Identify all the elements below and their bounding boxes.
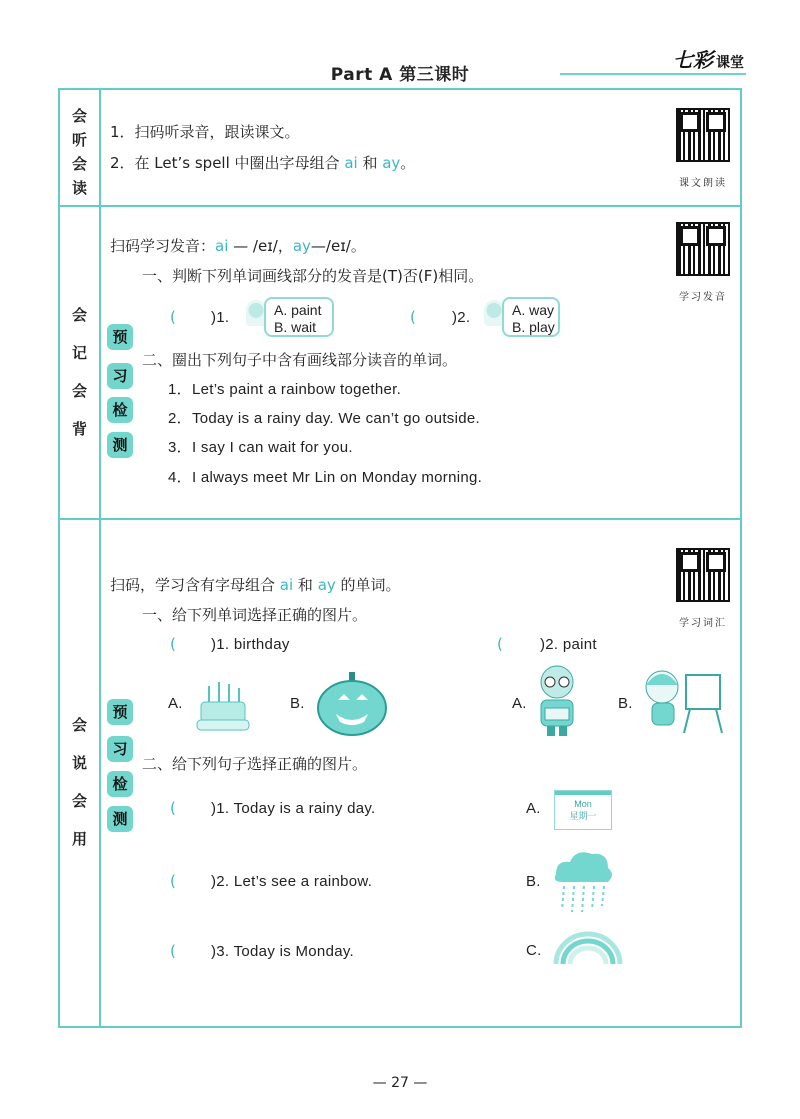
pronunciation-intro: 扫码学习发音：ai — /eɪ/，ay—/eɪ/。	[110, 237, 366, 255]
choice-2b: B. play	[512, 319, 555, 335]
answer-paren-1: (	[170, 308, 176, 326]
choice-1b: B. wait	[274, 319, 317, 335]
sentence-2: 2．Today is a rainy day. We can’t go outside.	[168, 410, 480, 427]
option-a-label: A.	[512, 695, 527, 712]
rainbow-image	[552, 930, 624, 966]
qr-label-text-reading: 课文朗读	[679, 178, 727, 189]
picture-sentence-1: )1. Today is a rainy day.	[211, 800, 376, 817]
brand-logo	[673, 44, 744, 73]
answer-paren-w1: (	[170, 635, 176, 653]
option-b-label: B.	[290, 695, 305, 712]
sentence-4: 4．I always meet Mr Lin on Monday morning.	[168, 469, 483, 486]
qr-code-icon[interactable]	[676, 108, 730, 162]
sentence-1: 1．Let’s paint a rainbow together.	[168, 381, 402, 398]
pumpkin-image	[316, 670, 388, 736]
side-label-listen-read: 会 听 会 读	[71, 107, 87, 197]
badge-practice: 习	[107, 736, 133, 762]
choice-1a: A. paint	[274, 302, 322, 318]
picture-option-c: C.	[526, 942, 542, 959]
picture-sentence-2: )2. Let’s see a rainbow.	[211, 873, 373, 890]
part2-title: 二、给下列句子选择正确的图片。	[142, 755, 368, 773]
girl-painting-image	[640, 665, 730, 735]
picture-sentence-3: )3. Today is Monday.	[211, 943, 355, 960]
instruction-line-2: 2．在 Let’s spell 中圈出字母组合 ai 和 ay。	[110, 154, 416, 172]
badge-preview: 预	[107, 699, 133, 725]
section-divider-2	[60, 518, 740, 520]
grandpa-reading-image	[535, 662, 579, 738]
answer-paren-w2: (	[497, 635, 503, 653]
sentence-3: 3．I say I can wait for you.	[168, 439, 353, 456]
option-a-label: A.	[168, 695, 183, 712]
calendar-image	[554, 790, 612, 830]
question-number-2: )2.	[452, 309, 471, 326]
leaf-icon	[484, 300, 504, 326]
badge-check: 检	[107, 771, 133, 797]
cake-image	[193, 672, 253, 734]
brand-underline	[560, 73, 746, 75]
qr-label-pronunciation: 学习发音	[679, 292, 727, 303]
badge-practice: 习	[107, 363, 133, 389]
part1-title: 一、给下列单词选择正确的图片。	[142, 606, 368, 624]
qr-code-icon[interactable]	[676, 548, 730, 602]
choice-2a: A. way	[512, 302, 555, 318]
page-title: Part A 第三课时	[330, 65, 470, 85]
brand-name: 七彩	[673, 48, 713, 72]
qr-code-icon[interactable]	[676, 222, 730, 276]
word-2: )2. paint	[540, 636, 597, 653]
picture-option-a: A.	[526, 800, 541, 817]
leaf-icon	[246, 300, 266, 326]
worksheet-frame	[58, 88, 742, 1028]
question-number-1: )1.	[211, 309, 230, 326]
answer-paren-p1: (	[170, 799, 176, 817]
rain-cloud-image	[548, 846, 616, 914]
choice-box-2	[502, 297, 560, 337]
choice-box-1	[264, 297, 334, 337]
side-label-remember: 会 记 会 背	[71, 306, 87, 438]
badge-check: 检	[107, 397, 133, 423]
answer-paren-p2: (	[170, 872, 176, 890]
answer-paren-p3: (	[170, 942, 176, 960]
badge-test: 测	[107, 806, 133, 832]
page-number: — 27 —	[372, 1075, 428, 1091]
part2-title: 二、圈出下列句子中含有画线部分读音的单词。	[142, 351, 458, 369]
vocab-intro: 扫码，学习含有字母组合 ai 和 ay 的单词。	[110, 576, 401, 594]
calendar-day-cn: 星期一	[569, 812, 597, 822]
side-label-speak-use: 会 说 会 用	[71, 716, 87, 848]
instruction-line-1: 1．扫码听录音，跟读课文。	[110, 123, 300, 141]
calendar-day: Mon	[574, 799, 592, 809]
badge-preview: 预	[107, 324, 133, 350]
part1-title: 一、判断下列单词画线部分的发音是(T)否(F)相同。	[142, 267, 484, 285]
option-b-label: B.	[618, 695, 633, 712]
section-divider-1	[60, 205, 740, 207]
word-1: )1. birthday	[211, 636, 290, 653]
answer-paren-2: (	[410, 308, 416, 326]
side-divider	[99, 90, 101, 1026]
picture-option-b: B.	[526, 873, 541, 890]
brand-sub: 课堂	[716, 55, 744, 71]
qr-label-vocabulary: 学习词汇	[679, 618, 727, 629]
badge-test: 测	[107, 432, 133, 458]
